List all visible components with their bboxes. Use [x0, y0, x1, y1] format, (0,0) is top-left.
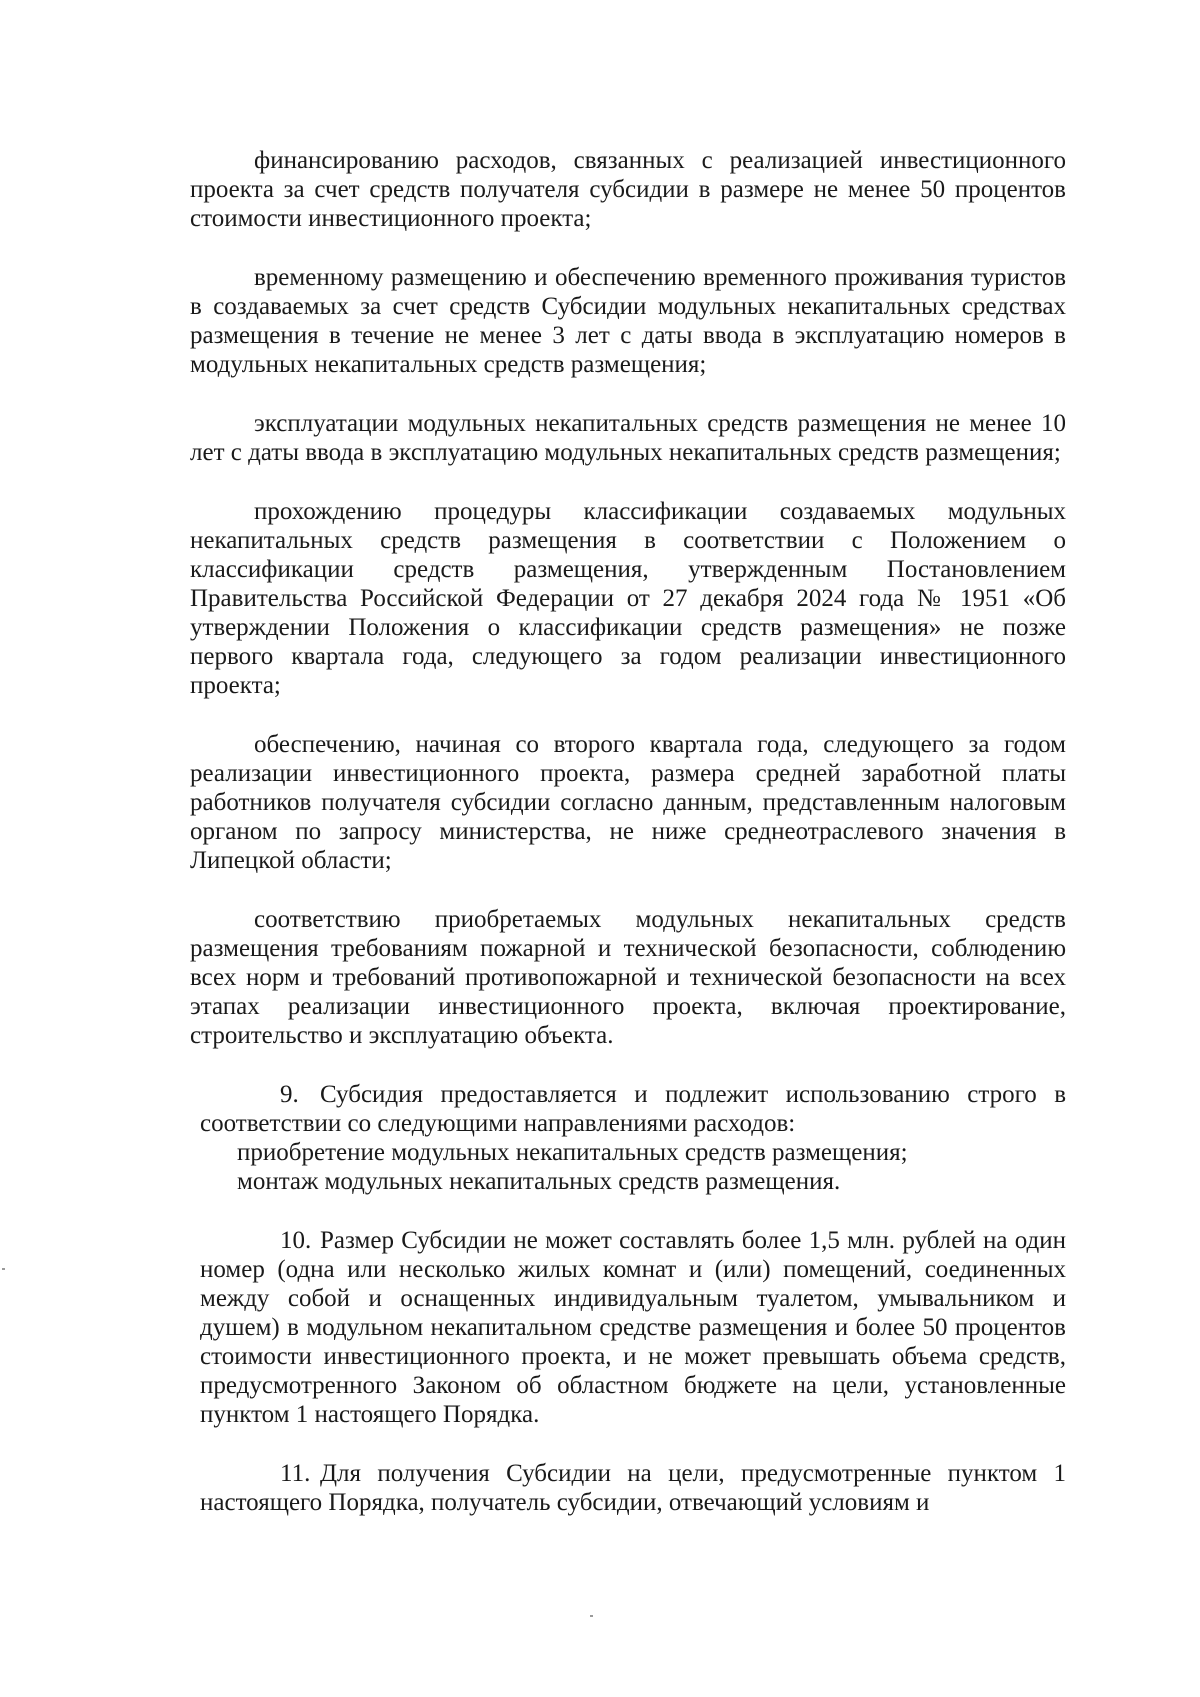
item-10-text	[190, 1226, 1066, 1429]
scan-speck-bottom	[590, 1615, 593, 1617]
item-11-number: 11.	[280, 1460, 311, 1487]
scan-speck-left	[2, 1268, 5, 1270]
paragraph-temporary-accommodation: временному размещению и обеспечению временного проживания туристов в создаваемых за счет средств Субсидии модульных некапитальных средствах размещения в течение не менее 3 лет с даты ввода в эксплуатацию номеров в модульных некапитальных средств размещения;	[190, 264, 1066, 378]
paragraph-financing: финансированию расходов, связанных с реализацией инвестиционного проекта за счет средств получателя субсидии в размере не менее 50 процентов стоимости инвестиционного проекта;	[190, 147, 1066, 232]
item-9	[190, 1080, 1066, 1196]
item-9-body: Субсидия предоставляется и подлежит использованию строго в соответствии со следующими направлениями расходов:	[200, 1081, 1066, 1137]
item-9-line-purchase: приобретение модульных некапитальных средств размещения;	[237, 1139, 908, 1166]
item-11-text	[190, 1459, 1066, 1517]
document-page	[190, 146, 1066, 1547]
item-10	[190, 1226, 1066, 1429]
item-9-number: 9.	[280, 1081, 299, 1108]
paragraph-safety: соответствию приобретаемых модульных некапитальных средств размещения требованиям пожарной и технической безопасности, соблюдению всех норм и требований противопожарной и технической безопасности на всех этапах реализации инвестиционного проекта, включая проектирование, строительство и эксплуатацию объекта.	[190, 906, 1066, 1049]
item-11-body: Для получения Субсидии на цели, предусмотренные пунктом 1 настоящего Порядка, получатель субсидии, отвечающий условиям и	[200, 1460, 1066, 1516]
item-9-text	[190, 1080, 1066, 1138]
item-10-body: Размер Субсидии не может составлять более 1,5 млн. рублей на один номер (одна или несколько жилых комнат и (или) помещений, соединенных между собой и оснащенных индивидуальным туалетом, умывальником и душем) в модульном некапитальном средстве размещения и более 50 процентов стоимости инвестиционного проекта, и не может превышать объема средств, предусмотренного Законом об областном бюджете на цели, установленные пунктом 1 настоящего Порядка.	[200, 1227, 1066, 1428]
item-10-number: 10.	[280, 1227, 312, 1254]
paragraph-salary: обеспечению, начиная со второго квартала года, следующего за годом реализации инвестиционного проекта, размера средней заработной платы работников получателя субсидии согласно данным, представленным налоговым органом по запросу министерства, не ниже среднеотраслевого значения в Липецкой области;	[190, 731, 1066, 874]
paragraph-operation: эксплуатации модульных некапитальных средств размещения не менее 10 лет с даты ввода в эксплуатацию модульных некапитальных средств размещения;	[190, 410, 1066, 466]
item-9-line-mounting: монтаж модульных некапитальных средств размещения.	[237, 1168, 841, 1195]
item-11	[190, 1459, 1066, 1517]
paragraph-classification: прохождению процедуры классификации создаваемых модульных некапитальных средств размещения в соответствии с Положением о классификации средств размещения, утвержденным Постановлением Правительства Российской Федерации от 27 декабря 2024 года № 1951 «Об утверждении Положения о классификации средств размещения» не позже первого квартала года, следующего за годом реализации инвестиционного проекта;	[190, 498, 1066, 699]
